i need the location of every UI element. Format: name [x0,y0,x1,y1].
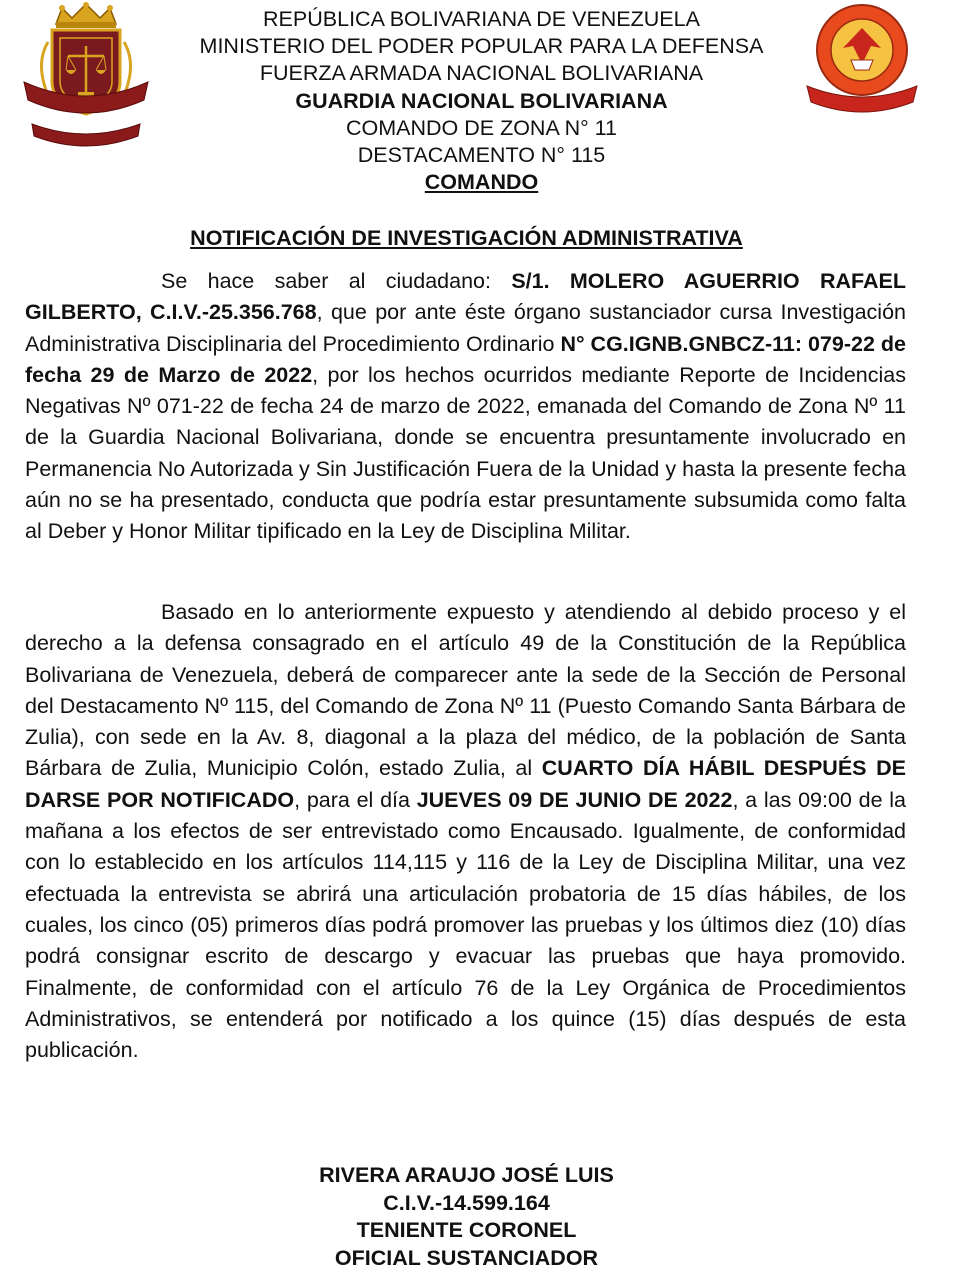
signature-name: RIVERA ARAUJO JOSÉ LUIS [319,1163,614,1187]
signature-rank: TENIENTE CORONEL [356,1218,577,1242]
p2-deadline: CUARTO DÍA HÁBIL DESPUÉS DE DARSE POR NOTIFICADO [25,756,906,812]
paragraph-summons [25,597,906,1066]
p1-citizen-name: S/1. MOLERO AGUERRIO RAFAEL GILBERTO, C.I.V.-25.356.768 [25,269,906,325]
document-title: NOTIFICACIÓN DE INVESTIGACIÓN ADMINISTRATIVA [190,226,743,250]
signature-block [0,1162,933,1272]
paragraph-notification [25,266,906,548]
p1-text-1: Se hace saber al ciudadano: [161,269,512,293]
header-armed-force: FUERZA ARMADA NACIONAL BOLIVARIANA [259,61,704,86]
p2-text-1: Basado en lo anteriormente expuesto y atendiendo al debido proceso y el derecho a la defensa consagrado en el artículo 49 de la Constitución de la República Bolivariana de Venezuela, deberá de comparecer ante la sede de la Sección de Personal del Destacamento Nº 115, del Comando de Zona Nº 11 (Puesto Comando Santa Bárbara de Zulia), con sede en la Av. 8, diagonal a la plaza del médico, de la población de Santa Bárbara de Zulia, Municipio Colón, estado Zulia, al [25,600,906,781]
p1-text-3: , por los hechos ocurridos mediante Reporte de Incidencias Negativas Nº 071-22 de fecha 24 de marzo de 2022, emanada del Comando de Zona Nº 11 de la Guardia Nacional Bolivariana, donde se encuentra presuntamente involucrado en Permanencia No Autorizada y Sin Justificación Fuera de la Unidad y hasta la presente fecha aún no se ha presentado, conducta que podría estar presuntamente subsumida como falta al Deber y Honor Militar tipificado en la Ley de Disciplina Militar. [25,362,906,544]
p2-date: JUEVES 09 DE JUNIO DE 2022 [416,787,733,812]
header-command: COMANDO [424,170,539,195]
header-detachment: DESTACAMENTO N° 115 [357,143,606,168]
p2-text-3: , a las 09:00 de la mañana a los efectos de ser entrevistado como Encausado. Igualmente, de conformidad con lo establecido en los artículos 114,115 y 116 de la Ley de Disciplina Militar, una vez efectuada la entrevista se abrirá una articulación probatoria de 15 días hábiles, de los cuales, los cinco (05) primeros días podrá promover las pruebas y los últimos diez (10) días podrá consignar escrito de descargo y evacuar las pruebas que haya promovido. Finalmente, de conformidad con el artículo 76 de la Ley Orgánica de Procedimientos Administrativos, se entenderá por notificado a los quince (15) días después de esta publicación. [25,787,906,1063]
document-header [0,6,963,196]
signature-id: C.I.V.-14.599.164 [383,1190,550,1215]
header-ministry: MINISTERIO DEL PODER POPULAR PARA LA DEFENSA [199,34,764,59]
signature-role: OFICIAL SUSTANCIADOR [334,1245,599,1270]
header-guard: GUARDIA NACIONAL BOLIVARIANA [295,88,668,113]
header-republic: REPÚBLICA BOLIVARIANA DE VENEZUELA [263,7,700,31]
p1-case-number: N° CG.IGNB.GNBCZ-11: 079-22 de fecha 29 de Marzo de 2022 [25,331,907,387]
p1-text-2: , que por ante éste órgano sustanciador cursa Investigación Administrativa Disciplinaria del Procedimiento Ordinario [25,300,906,356]
p2-text-2: , para el día [294,787,417,812]
header-zone-command: COMANDO DE ZONA N° 11 [345,115,618,140]
